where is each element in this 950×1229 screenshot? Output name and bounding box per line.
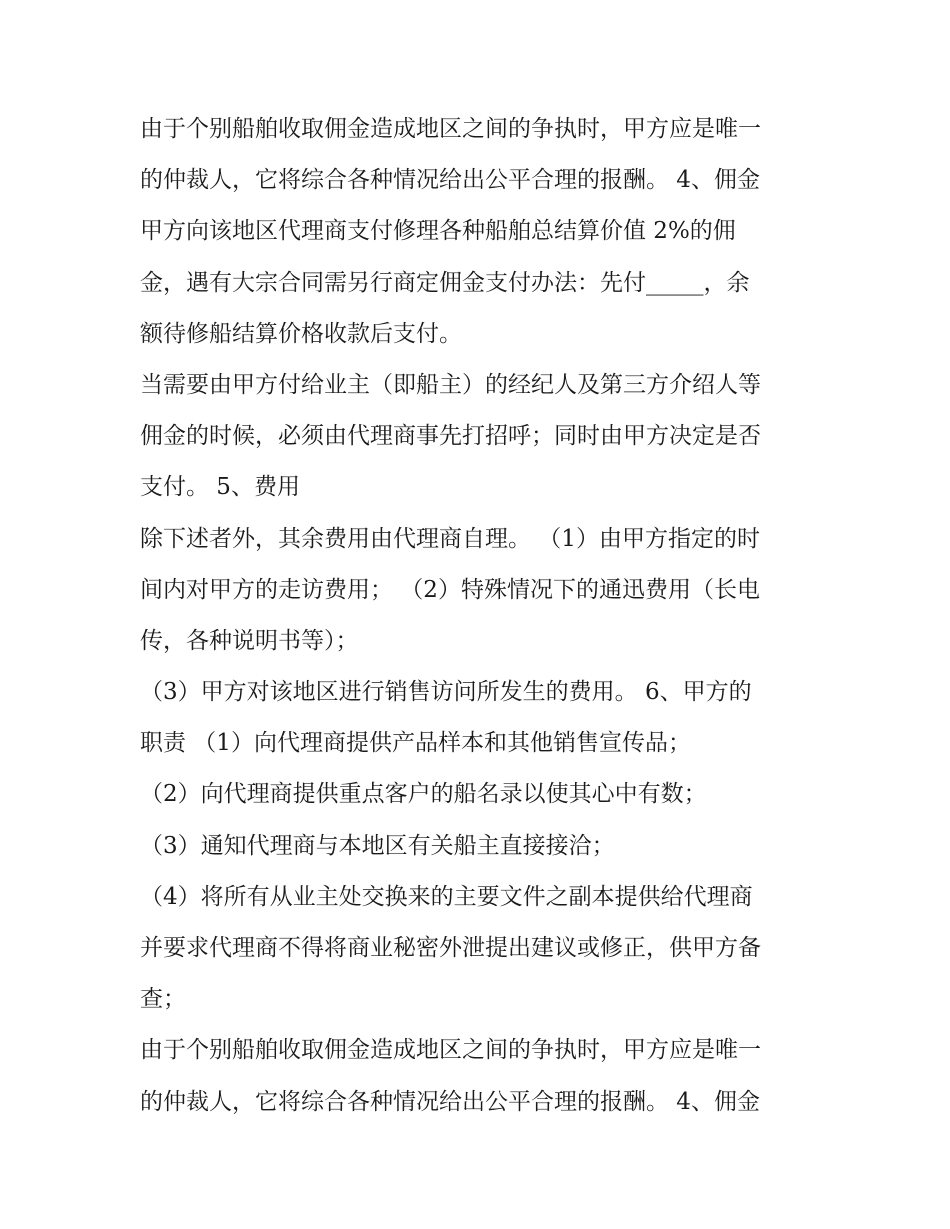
- text-line: （3）通知代理商与本地区有关船主直接接洽；: [140, 832, 615, 859]
- text-line: 由于个别船舶收取佣金造成地区之间的争执时，甲方应是唯一: [140, 1037, 761, 1064]
- text-line: （2）向代理商提供重点客户的船名录以使其心中有数；: [140, 781, 707, 808]
- document-page: [140, 104, 820, 1128]
- text-line: （4）将所有从业主处交换来的主要文件之副本提供给代理商: [140, 883, 753, 910]
- text-line: 查；: [140, 986, 186, 1013]
- text-line: 甲方向该地区代理商支付修理各种船舶总结算价值 2%的佣: [140, 218, 736, 245]
- text-line: 并要求代理商不得将商业秘密外泄提出建议或修正，供甲方备: [140, 935, 761, 961]
- text-line: 的仲裁人，它将综合各种情况给出公平合理的报酬。 4、佣金: [140, 167, 760, 194]
- text-line: 支付。 5、费用: [140, 474, 300, 501]
- text-line: 传，各种说明书等）；: [140, 627, 359, 654]
- text-line: 佣金的时候，必须由代理商事先打招呼；同时由甲方决定是否: [140, 423, 761, 450]
- text-line: （3）甲方对该地区进行销售访问所发生的费用。 6、甲方的: [140, 679, 752, 706]
- text-line: 间内对甲方的走访费用； （2）特殊情况下的通迅费用（长电: [140, 576, 760, 603]
- text-line: 由于个别船舶收取佣金造成地区之间的争执时，甲方应是唯一: [140, 116, 761, 142]
- text-line: 额待修船结算价格收款后支付。: [140, 320, 462, 347]
- text-line: 当需要由甲方付给业主（即船主）的经纪人及第三方介绍人等: [140, 371, 761, 398]
- text-line: 的仲裁人，它将综合各种情况给出公平合理的报酬。 4、佣金: [140, 1088, 760, 1115]
- text-line: 职责 （1）向代理商提供产品样本和其他销售宣传品；: [140, 730, 691, 757]
- text-line: 金，遇有大宗合同需另行商定佣金支付办法：先付_____，余: [140, 269, 750, 296]
- text-line: 除下述者外，其余费用由代理商自理。 （1）由甲方指定的时: [140, 525, 760, 552]
